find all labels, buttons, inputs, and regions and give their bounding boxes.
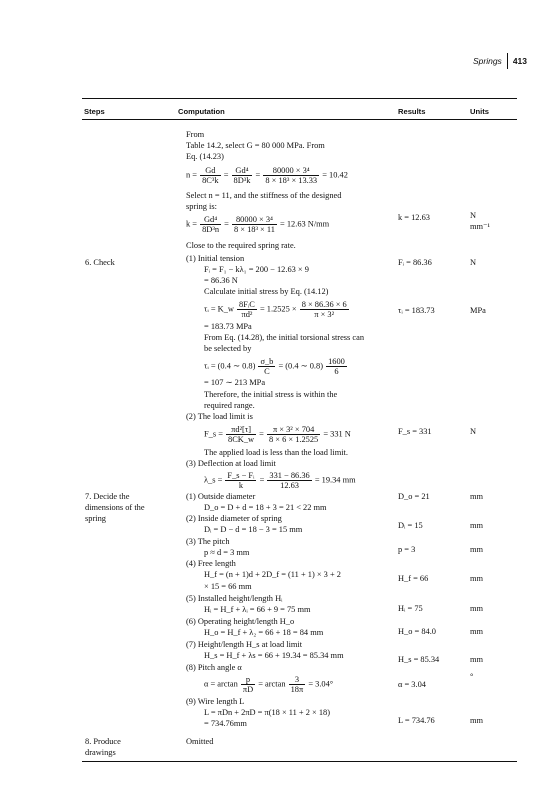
unit-ho: mm [470, 627, 484, 636]
comp-item-1: (1) Initial tension [186, 254, 245, 263]
formula-k: k = $\frac{\text{Gd⁴}}{\text{8D³n}}$ = $\frac{\text{80000 × 3⁴}}{\text{8 × 18³ × 11}}$ = 12.63 N/mm [186, 215, 330, 234]
comp-omitted: Omitted [186, 737, 214, 746]
denominator: 8C³k [202, 176, 219, 185]
formula-ls-lhs: λ_s = [204, 475, 223, 485]
fraction [200, 215, 221, 234]
fraction [225, 471, 256, 490]
denominator: πD [242, 685, 254, 694]
fraction [232, 166, 253, 185]
formula-a-mid: = arctan [258, 679, 286, 689]
fraction [258, 357, 275, 376]
table-header-rule [82, 119, 517, 120]
formula-fs-result: = 331 N [323, 429, 351, 439]
comp-d9: (9) Wire length L [186, 697, 245, 706]
numerator: σ_b [260, 357, 274, 366]
result-tau: τᵢ = 183.73 [398, 306, 435, 315]
col-steps: Steps [84, 107, 105, 116]
numerator: 1600 [328, 357, 345, 366]
comp-d3: (3) The pitch [186, 537, 230, 546]
numerator: 8FᵢC [239, 300, 255, 309]
comp-item-3: (3) Deflection at load limit [186, 459, 276, 468]
denominator: 12.63 [280, 481, 299, 490]
page-number: 413 [512, 56, 527, 66]
running-header [473, 53, 527, 69]
denominator: 8 × 18³ × 11 [233, 225, 275, 234]
numerator: Gd⁴ [200, 215, 221, 225]
fraction [200, 166, 220, 185]
formula-tau [204, 300, 350, 319]
fraction [232, 215, 277, 234]
comp-fromeq-b: be selected by [204, 344, 252, 353]
formula-tau-mid: = 1.2525 × [259, 304, 297, 314]
comp-calc-initial: Calculate initial stress by Eq. (14.12) [204, 287, 329, 296]
step-7-line3: spring [85, 514, 106, 523]
numerator: πd²[τ] [226, 425, 256, 435]
comp-therefore-b: required range. [204, 401, 255, 410]
comp-d4-a: H_f = (n + 1)d + 2D_f = (11 + 1) × 3 + 2 [204, 570, 341, 579]
step-6: 6. Check [85, 258, 115, 267]
denominator: 8 × 18³ × 13.33 [265, 176, 318, 185]
formula-tau-select [204, 357, 348, 376]
col-computation: Computation [178, 107, 225, 116]
result-alpha: α = 3.04 [398, 680, 426, 689]
comp-d2: (2) Inside diameter of spring [186, 514, 282, 523]
result-di: Dᵢ = 15 [398, 521, 423, 530]
formula-fs: F_s = $\frac{\text{πd²[τ]}}{8CK\_w}$ = $\frac{\text{π × 3² × 704}}{8 \times 6 \times 1.2525}$ = 331 N [204, 425, 351, 444]
comp-fi-eq: Fᵢ = F₁ − kλ₁ = 200 − 12.63 × 9 [204, 265, 309, 274]
comp-d6: (6) Operating height/length H_o [186, 617, 295, 626]
fraction [300, 300, 349, 319]
numerator: 3 [289, 675, 306, 685]
fraction [226, 425, 256, 444]
denominator: π × 3² [314, 310, 335, 319]
denominator: C [264, 367, 270, 376]
comp-d5: (5) Installed height/length Hᵢ [186, 594, 283, 603]
denominator: k [238, 481, 244, 490]
formula-ts-mid: = (0.4 ∼ 0.8) [278, 361, 323, 371]
denominator: 8 × 6 × 1.2525 [269, 435, 319, 444]
formula-tau-lhs: τᵢ = K_w [204, 304, 234, 314]
comp-fromeq-a: From Eq. (14.28), the initial torsional stress can [204, 333, 365, 342]
comp-applied: The applied load is less than the load limit. [204, 448, 348, 457]
comp-d5-a: Hᵢ = H_f + λᵢ = 66 + 9 = 75 mm [204, 605, 311, 614]
step-7-line1: 7. Decide the [85, 492, 130, 501]
comp-from: From [186, 130, 205, 139]
fraction [326, 357, 347, 376]
comp-tau-result: = 183.73 MPa [204, 322, 252, 331]
formula-ts-lhs: τᵢ = (0.4 ∼ 0.8) [204, 361, 256, 371]
numerator: π × 3² × 704 [267, 425, 320, 435]
header-title: Springs [472, 56, 502, 66]
fraction [267, 471, 311, 490]
unit-fi: N [470, 258, 477, 267]
comp-d8: (8) Pitch angle α [186, 663, 242, 672]
comp-d9-b: = 734.76mm [204, 719, 247, 728]
comp-d3-a: p ≈ d = 3 mm [204, 548, 250, 557]
numerator: Gd [200, 166, 220, 176]
unit-p: mm [470, 545, 484, 554]
table-top-rule [82, 98, 517, 99]
unit-di: mm [470, 521, 484, 530]
comp-d7: (7) Height/length H_s at load limit [186, 640, 303, 649]
fraction [241, 675, 255, 694]
comp-table: Table 14.2, select G = 80 000 MPa. From [186, 141, 325, 150]
comp-item-2: (2) The load limit is [186, 412, 253, 421]
comp-d2-a: Dᵢ = D − d = 18 − 3 = 15 mm [204, 525, 303, 534]
comp-d4-b: × 15 = 66 mm [204, 582, 252, 591]
numerator: Gd⁴ [232, 166, 253, 176]
col-results: Results [398, 107, 426, 116]
unit-hf: mm [470, 574, 484, 583]
step-8-line2: drawings [85, 748, 116, 757]
comp-ts-result: = 107 ∼ 213 MPa [204, 378, 266, 387]
denominator: 8D³k [233, 176, 251, 185]
comp-d1: (1) Outside diameter [186, 492, 256, 501]
denominator: 18π [290, 685, 304, 694]
comp-eq: Eq. (14.23) [186, 152, 224, 161]
formula-ls-result: = 19.34 mm [314, 475, 356, 485]
fraction [263, 166, 319, 185]
result-hi: Hᵢ = 75 [398, 604, 423, 613]
formula-n-result: = 10.42 [322, 170, 348, 180]
unit-hi: mm [470, 604, 484, 613]
comp-d4: (4) Free length [186, 559, 236, 568]
comp-d1-a: D_o = D + d = 18 + 3 = 21 < 22 mm [204, 503, 327, 512]
comp-springis: spring is: [186, 202, 217, 211]
result-L: L = 734.76 [398, 716, 435, 725]
formula-k-lhs: k = [186, 219, 198, 229]
denominator: 6 [334, 367, 339, 376]
fraction [267, 425, 320, 444]
result-ho: H_o = 84.0 [398, 627, 436, 636]
comp-select: Select n = 11, and the stiffness of the designed [186, 191, 342, 200]
unit-k-1: N [470, 211, 477, 220]
denominator: πd² [241, 310, 253, 319]
comp-close: Close to the required spring rate. [186, 241, 296, 250]
header-divider [507, 53, 508, 69]
denominator: 8CK_w [228, 435, 255, 444]
result-do: D_o = 21 [398, 492, 430, 501]
numerator: 80000 × 3⁴ [232, 215, 277, 225]
step-7-line2: dimensions of the [85, 503, 145, 512]
table-bottom-rule [82, 761, 517, 762]
numerator: F_s − Fᵢ [227, 471, 255, 480]
unit-hs: mm [470, 655, 484, 664]
formula-n-lhs: n = [186, 170, 198, 180]
unit-fs: N [470, 427, 477, 436]
result-fi: Fᵢ = 86.36 [398, 258, 432, 267]
col-units: Units [470, 107, 489, 116]
comp-d7-a: H_s = H_f + λs = 66 + 19.34 = 85.34 mm [204, 651, 344, 660]
unit-k-2: mm⁻¹ [470, 222, 490, 231]
fraction [289, 675, 306, 694]
numerator: 331 − 86.36 [269, 471, 310, 480]
comp-d6-a: H_o = H_f + λ₂ = 66 + 18 = 84 mm [204, 628, 324, 637]
unit-L: mm [470, 716, 484, 725]
denominator: 8D³n [202, 225, 220, 234]
comp-fi-result: = 86.36 N [204, 276, 238, 285]
step-8-line1: 8. Produce [85, 737, 121, 746]
formula-k-result: = 12.63 N/mm [280, 219, 330, 229]
comp-d9-a: L = πDn + 2πD = π(18 × 11 + 2 × 18) [204, 708, 331, 717]
numerator: 8 × 86.36 × 6 [301, 300, 347, 309]
formula-n: n = $\frac{Gd}{\text{8C³k}}$ = $\frac{\text{Gd⁴}}{\text{8D³k}}$ = $\frac{\text{80000 × 3⁴}}{\text{8 × 18³ × 13.33}}$ = 10.42 [186, 166, 348, 185]
result-fs: F_s = 331 [398, 427, 432, 436]
numerator: p [241, 675, 255, 685]
unit-alpha: ° [470, 672, 474, 681]
fraction [237, 300, 257, 319]
unit-tau: MPa [470, 306, 486, 315]
unit-do: mm [470, 492, 484, 501]
numerator: 80000 × 3⁴ [263, 166, 319, 176]
formula-alpha [204, 675, 333, 694]
formula-a-result: = 3.04° [308, 679, 334, 689]
formula-a-lhs: α = arctan [204, 679, 238, 689]
result-hf: H_f = 66 [398, 574, 429, 583]
formula-fs-lhs: F_s = [204, 429, 223, 439]
result-k: k = 12.63 [398, 213, 430, 222]
result-hs: H_s = 85.34 [398, 655, 440, 664]
formula-lambda: λ_s = $\frac{\text{F\_s − Fᵢ}}{k}$ = $\frac{331 - 86.36}{12.63}$ = 19.34 mm [204, 471, 356, 490]
result-p: p = 3 [398, 545, 416, 554]
comp-therefore-a: Therefore, the initial stress is within the [204, 390, 338, 399]
